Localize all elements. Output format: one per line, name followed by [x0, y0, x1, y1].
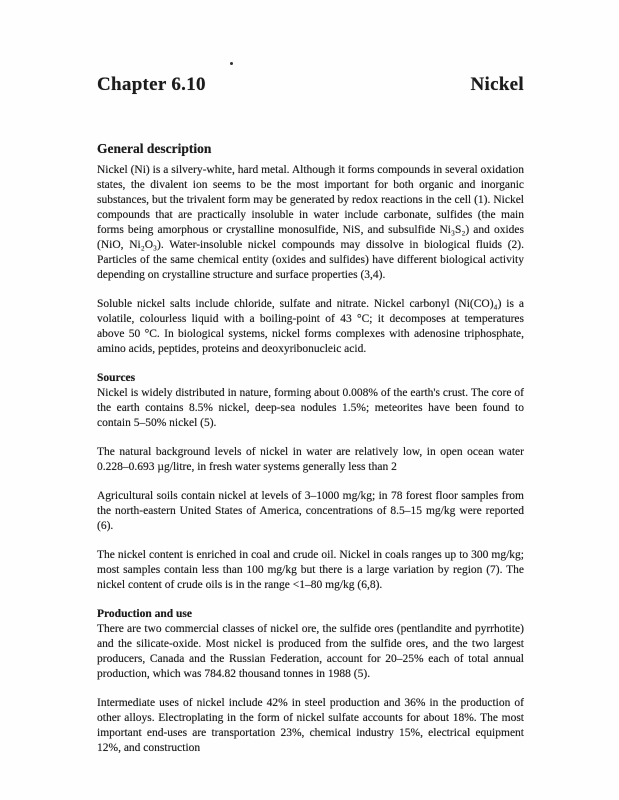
section-heading-production-and-use: Production and use	[97, 608, 193, 620]
paragraph-general-2: Soluble nickel salts include chloride, sulfate and nitrate. Nickel carbonyl (Ni(CO)₄) is a volatile, colourless liquid with a boiling-point of 43 °C; it decomposes at temperatures above 50 °C. In biological systems, nickel forms complexes with adenosine triphosphate, amino acids, peptides, proteins and deoxyribonucleic acid.	[97, 298, 524, 355]
chapter-number: Chapter 6.10	[97, 74, 206, 95]
paragraph-production-2: Intermediate uses of nickel include 42% in steel production and 36% in the production of other alloys. Electroplating in the form of nickel sulfate accounts for about 18%. The most important end-uses are transportation 23%, chemical industry 15%, electrical equipment 12%, and construction	[97, 697, 524, 754]
paragraph-sources-1: Nickel is widely distributed in nature, forming about 0.008% of the earth's crust. The core of the earth contains 8.5% nickel, deep-sea nodules 1.5%; meteorites have been found to contain 5–50% nickel (5).	[97, 387, 524, 429]
chapter-title: Nickel	[470, 74, 524, 95]
scan-artifact-dot	[230, 62, 233, 65]
paragraph-sources-4: The nickel content is enriched in coal and crude oil. Nickel in coals ranges up to 300 mg/kg; most samples contain less than 100 mg/kg but there is a large variation by region (7). The nickel content of crude oils is in the range <1–80 mg/kg (6,8).	[97, 549, 524, 591]
section-heading-general-description: General description	[97, 141, 212, 156]
paragraph-sources-3: Agricultural soils contain nickel at levels of 3–1000 mg/kg; in 78 forest floor samples from the north-eastern United States of America, concentrations of 8.5–15 mg/kg were reported (6).	[97, 490, 524, 532]
paragraph-production-1: There are two commercial classes of nickel ore, the sulfide ores (pentlandite and pyrrhotite) and the silicate-oxide. Most nickel is produced from the sulfide ores, and the two largest producers, Canada and the Russian Federation, account for 20–25% each of total annual production, which was 784.82 thousand tonnes in 1988 (5).	[97, 623, 524, 680]
section-sources	[97, 371, 524, 593]
section-heading-sources: Sources	[97, 372, 136, 384]
chapter-header	[97, 74, 524, 96]
section-production-and-use	[97, 607, 524, 756]
paragraph-general-1: Nickel (Ni) is a silvery-white, hard metal. Although it forms compounds in several oxidation states, the divalent ion seems to be the most important for both organic and inorganic substances, but the trivalent form may be generated by redox reactions in the cell (1). Nickel compounds that are practically insoluble in water include carbonate, sulfides (the main forms being amorphous or crystalline monosulfide, NiS, and subsulfide Ni₃S₂) and oxides (NiO, Ni₂O₃). Water-insoluble nickel compounds may dissolve in biological fluids (2). Particles of the same chemical entity (oxides and sulfides) have different biological activity depending on crystalline structure and surface properties (3,4).	[97, 164, 524, 281]
paragraph-sources-2: The natural background levels of nickel in water are relatively low, in open ocean water 0.228–0.693 µg/litre, in fresh water systems generally less than 2	[97, 446, 524, 473]
section-general-description	[97, 141, 524, 357]
